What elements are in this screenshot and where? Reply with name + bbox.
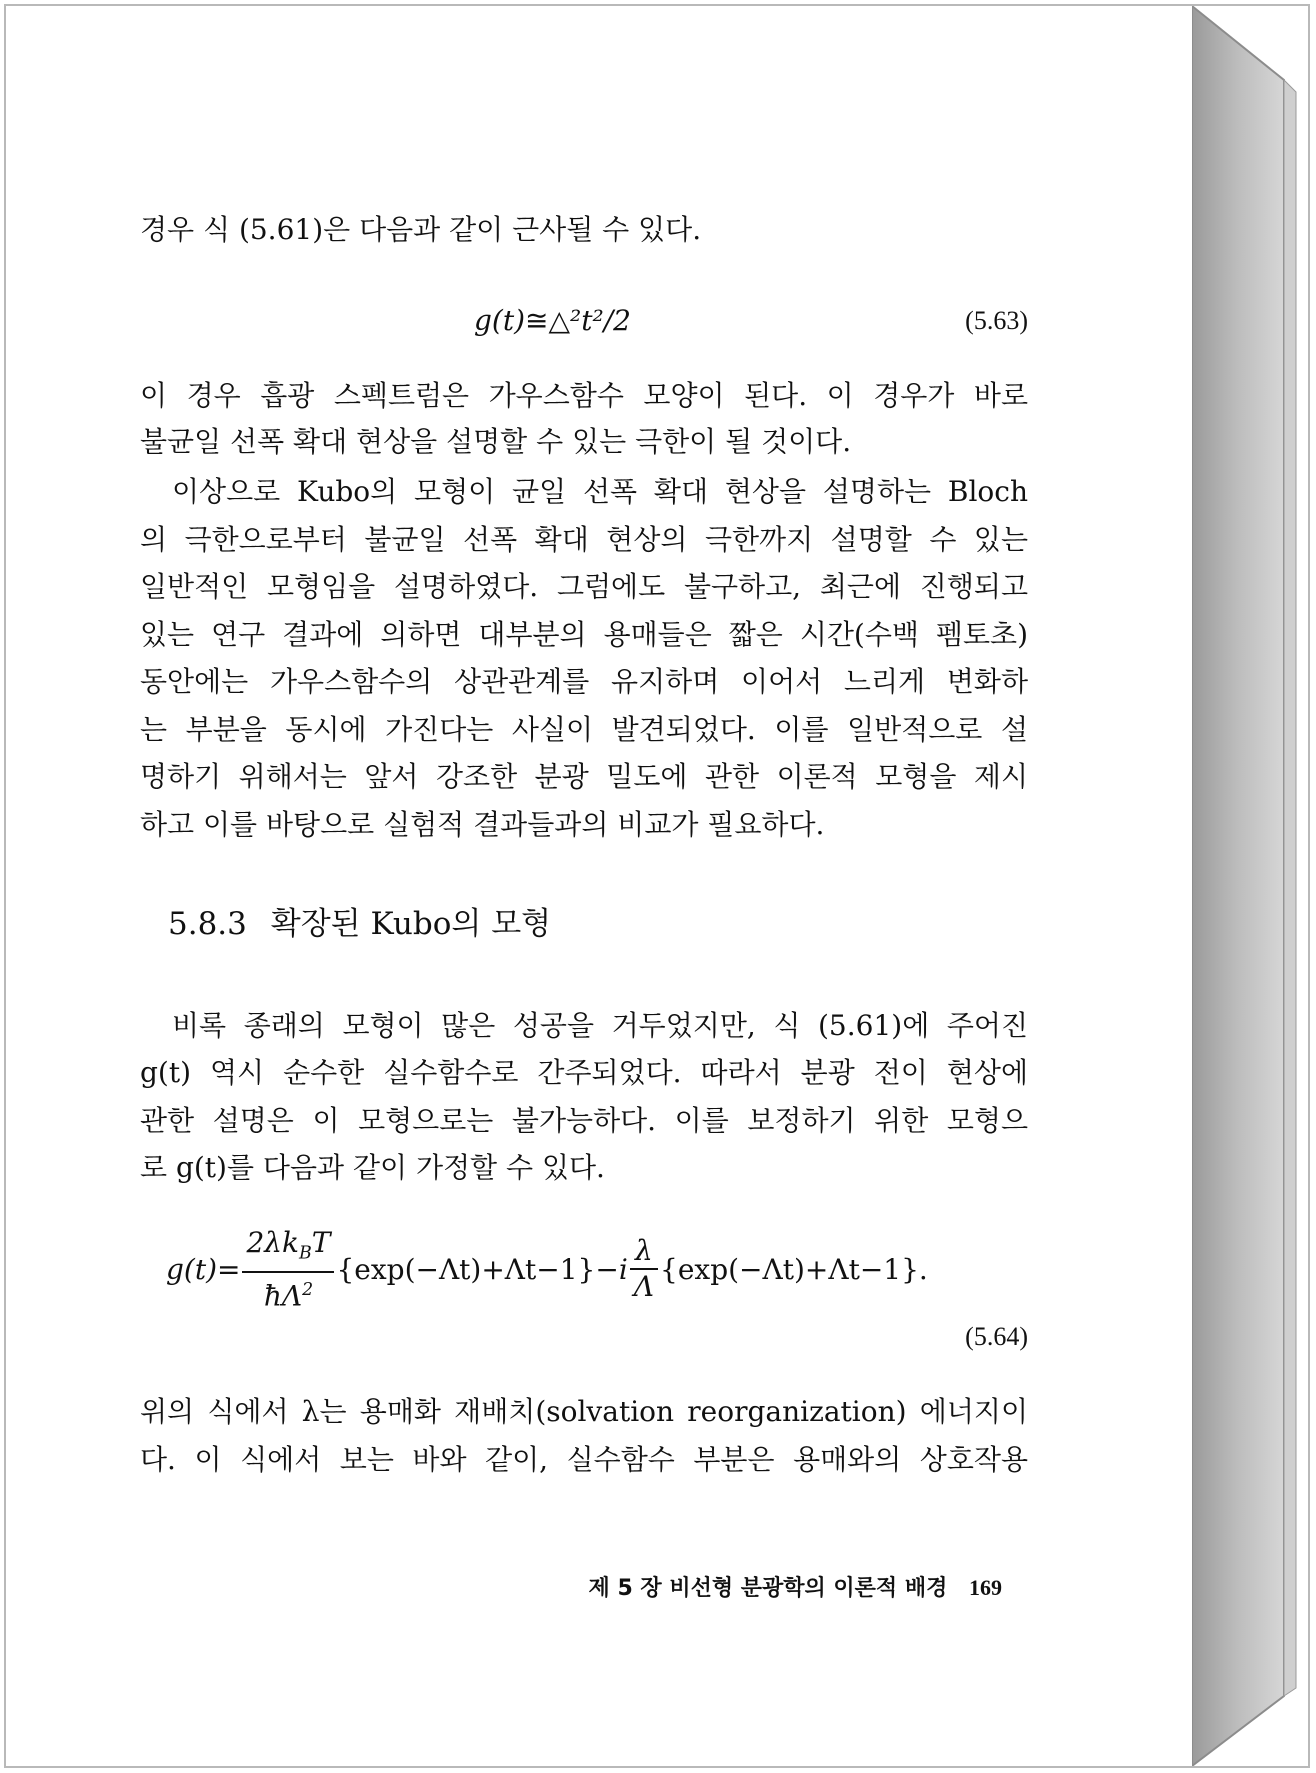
frac1-numerator bbox=[242, 1226, 334, 1273]
frac1-num-text: 2λk bbox=[246, 1226, 300, 1259]
eq-564-fraction-2 bbox=[630, 1234, 658, 1304]
intro-line: 경우 식 (5.61)은 다음과 같이 근사될 수 있다. bbox=[140, 213, 702, 246]
equation-5-63 bbox=[474, 304, 631, 337]
page-footer bbox=[589, 1571, 1002, 1602]
page-number: 169 bbox=[969, 1575, 1002, 1600]
eq-563-approx: ≅ bbox=[525, 304, 549, 337]
frac1-num-sub: B bbox=[299, 1243, 312, 1264]
kubo-line-7: 명하기 위해서는 앞서 강조한 분광 밀도에 관한 이론적 모형을 제시 bbox=[140, 760, 1028, 793]
frac1-den-sup: 2 bbox=[302, 1279, 314, 1300]
kubo-line-3: 일반적인 모형임을 설명하였다. 그럼에도 불구하고, 최근에 진행되고 bbox=[140, 570, 1028, 603]
kubo-line-2: 의 극한으로부터 불균일 선폭 확대 현상의 극한까지 설명할 수 있는 bbox=[140, 523, 1028, 556]
section-title: 확장된 Kubo의 모형 bbox=[270, 906, 552, 942]
solvation-line-2: 다. 이 식에서 보는 바와 같이, 실수함수 부분은 용매와의 상호작용 bbox=[140, 1443, 1028, 1476]
frac1-num-tail: T bbox=[311, 1226, 331, 1259]
eq-563-rhs: △²t²/2 bbox=[548, 304, 631, 337]
extended-line-1: 비록 종래의 모형이 많은 성공을 거두었지만, 식 (5.61)에 주어진 bbox=[172, 1009, 1028, 1042]
extended-line-3: 관한 설명은 이 모형으로는 불가능하다. 이를 보정하기 위한 모형으 bbox=[140, 1104, 1028, 1137]
kubo-line-1: 이상으로 Kubo의 모형이 균일 선폭 확대 현상을 설명하는 Bloch bbox=[172, 475, 1028, 508]
eq-564-minus-i: −i bbox=[595, 1252, 628, 1286]
kubo-line-4: 있는 연구 결과에 의하면 대부분의 용매들은 짧은 시간(수백 펨토초) bbox=[140, 618, 1028, 651]
frac1-den-text: ħΛ bbox=[263, 1278, 303, 1312]
frac1-denominator bbox=[242, 1273, 334, 1313]
extended-line-4: 로 g(t)를 다음과 같이 가정할 수 있다. bbox=[140, 1151, 605, 1184]
equation-number-5-64: (5.64) bbox=[965, 1322, 1028, 1351]
equation-number-5-63: (5.63) bbox=[965, 306, 1028, 335]
eq-564-term-1: {exp(−Λt)+Λt−1} bbox=[336, 1252, 596, 1286]
gauss-line-1: 이 경우 흡광 스펙트럼은 가우스함수 모양이 된다. 이 경우가 바로 bbox=[140, 379, 1028, 412]
section-heading bbox=[168, 904, 551, 944]
footer-chapter: 제 5 장 비선형 분광학의 이론적 배경 bbox=[588, 1576, 948, 1601]
kubo-line-6: 는 부분을 동시에 가진다는 사실이 발견되었다. 이를 일반적으로 설 bbox=[140, 713, 1028, 746]
equation-5-64 bbox=[166, 1226, 928, 1313]
frac2-denominator: Λ bbox=[633, 1270, 655, 1304]
eq-564-fraction-1 bbox=[242, 1226, 334, 1313]
gauss-line-2: 불균일 선폭 확대 현상을 설명할 수 있는 극한이 될 것이다. bbox=[140, 425, 852, 458]
solvation-line-1: 위의 식에서 λ는 용매화 재배치(solvation reorganization) 에너지이 bbox=[140, 1395, 1028, 1428]
frac2-numerator: λ bbox=[630, 1234, 658, 1270]
section-number: 5.8.3 bbox=[168, 906, 247, 942]
book-page bbox=[6, 6, 1192, 1766]
eq-564-lhs: g(t)= bbox=[166, 1252, 241, 1286]
eq-563-lhs: g(t) bbox=[474, 304, 526, 337]
eq-564-term-2: {exp(−Λt)+Λt−1}. bbox=[660, 1252, 928, 1286]
kubo-line-5: 동안에는 가우스함수의 상관관계를 유지하며 이어서 느리게 변화하 bbox=[140, 665, 1028, 698]
extended-line-2: g(t) 역시 순수한 실수함수로 간주되었다. 따라서 분광 전이 현상에 bbox=[140, 1056, 1028, 1089]
kubo-line-8: 하고 이를 바탕으로 실험적 결과들과의 비교가 필요하다. bbox=[140, 808, 825, 841]
